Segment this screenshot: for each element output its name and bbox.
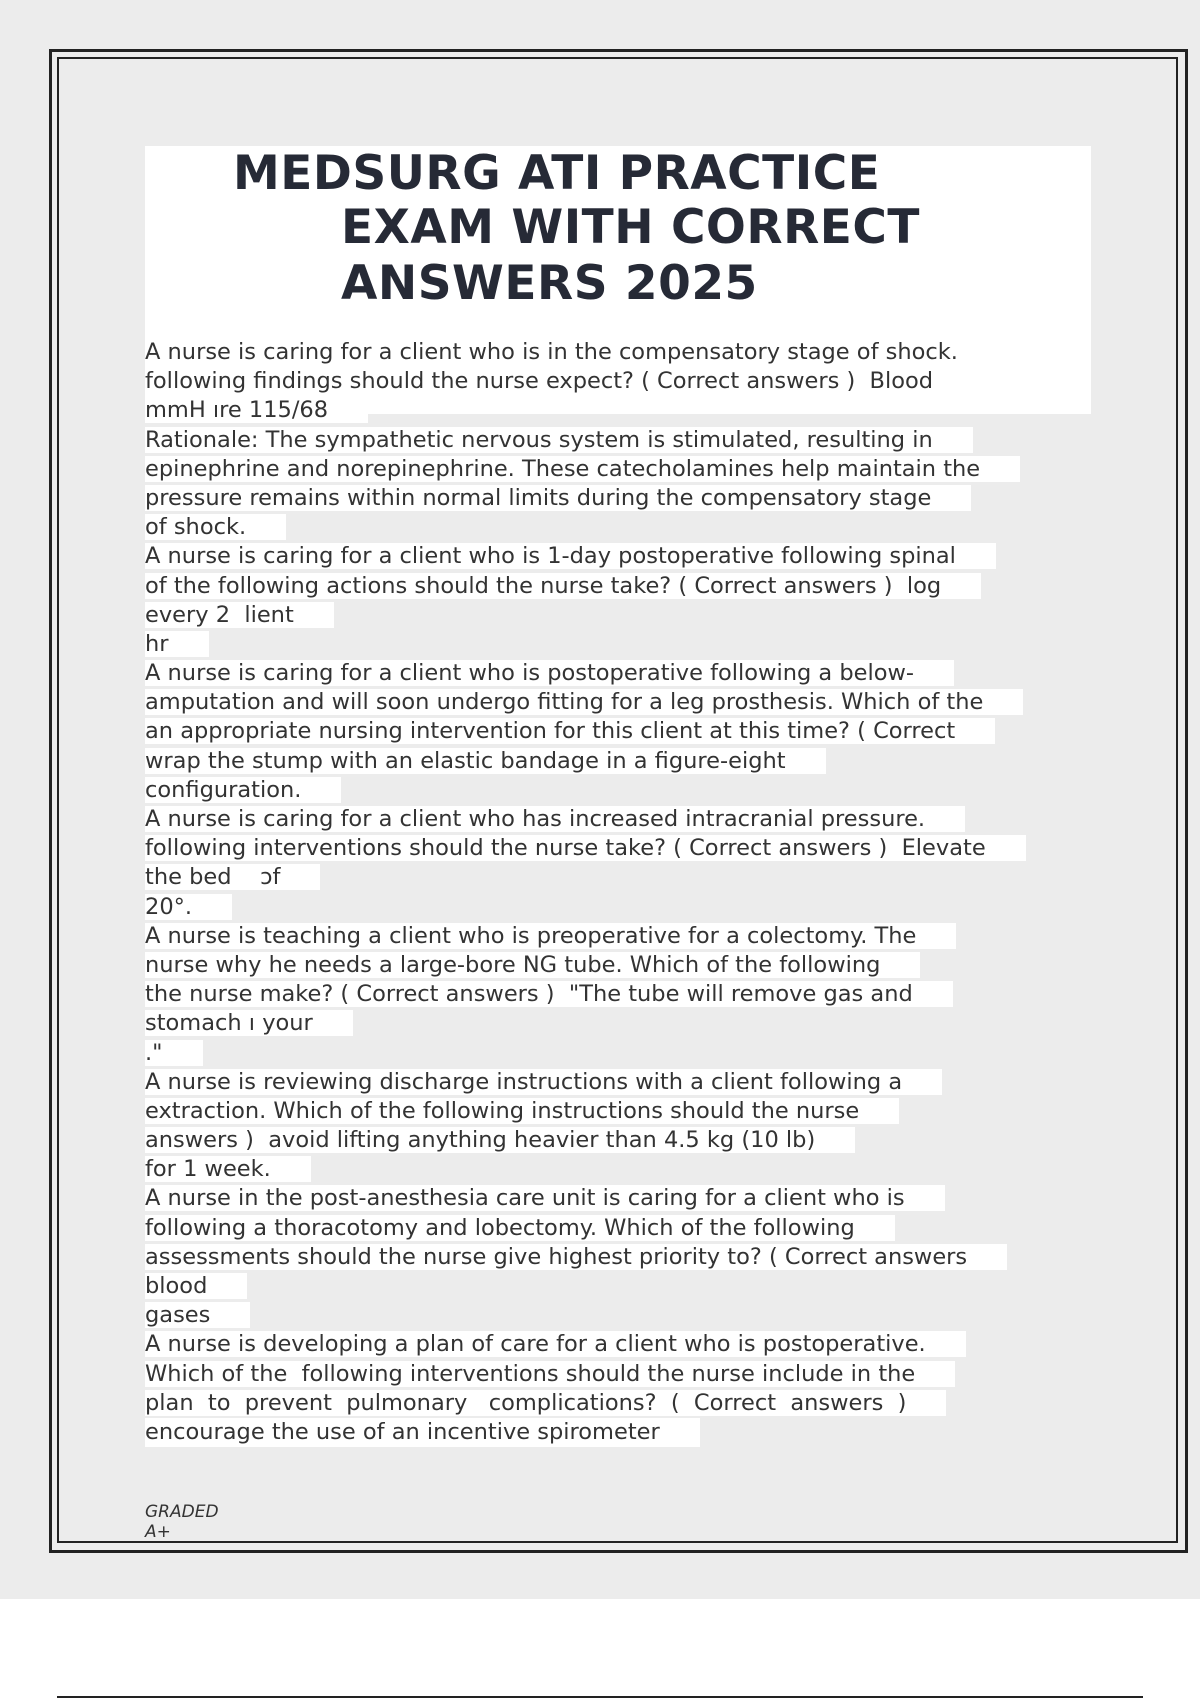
footer-rule bbox=[57, 1696, 1143, 1698]
body-line bbox=[145, 1009, 1095, 1038]
body-line bbox=[145, 659, 1095, 688]
body-line bbox=[145, 1243, 1095, 1272]
body-line-text: of the following actions should the nurse take? ( Correct answers ) log bbox=[145, 573, 981, 599]
body-line-text: plan to prevent pulmonary complications? ( Correct answers ) bbox=[145, 1390, 946, 1416]
body-line bbox=[145, 805, 1095, 834]
body-line-text: gases bbox=[145, 1302, 250, 1328]
body-line bbox=[145, 893, 1095, 922]
body-line bbox=[145, 426, 1095, 455]
title-line-3: ANSWERS 2025 bbox=[341, 256, 758, 311]
body-line-text: for 1 week. bbox=[145, 1156, 311, 1182]
body-line-text: following a thoracotomy and lobectomy. Which of the following bbox=[145, 1215, 895, 1241]
body-line bbox=[145, 776, 1095, 805]
body-line-text: answers ) avoid lifting anything heavier than 4.5 kg (10 lb) bbox=[145, 1127, 855, 1153]
body-line-text: epinephrine and norepinephrine. These catecholamines help maintain the bbox=[145, 456, 1020, 482]
body-line bbox=[145, 630, 1095, 659]
body-line-text: pressure remains within normal limits during the compensatory stage bbox=[145, 485, 971, 511]
body-line bbox=[145, 396, 1095, 425]
body-line bbox=[145, 1418, 1095, 1447]
body-line-text: of shock. bbox=[145, 514, 286, 540]
body-line bbox=[145, 951, 1095, 980]
body-line-text: an appropriate nursing intervention for this client at this time? ( Correct bbox=[145, 718, 995, 744]
body-line bbox=[145, 922, 1095, 951]
body-line bbox=[145, 367, 1095, 396]
body-line-text: Which of the following interventions should the nurse include in the bbox=[145, 1361, 955, 1387]
body-line bbox=[145, 834, 1095, 863]
body-line-text: blood bbox=[145, 1273, 247, 1299]
title-line-1: MEDSURG ATI PRACTICE bbox=[233, 146, 881, 201]
body-line bbox=[145, 1389, 1095, 1418]
body-line-text: amputation and will soon undergo fitting for a leg prosthesis. Which of the bbox=[145, 689, 1023, 715]
graded-stamp bbox=[145, 1502, 219, 1542]
body-line bbox=[145, 1214, 1095, 1243]
document-body bbox=[145, 338, 1095, 1447]
body-line-text: A nurse is caring for a client who is 1-day postoperative following spinal bbox=[145, 543, 996, 569]
body-line-text: A nurse is caring for a client who has increased intracranial pressure. bbox=[145, 806, 965, 832]
body-line bbox=[145, 1068, 1095, 1097]
body-line-text: stomach ı your bbox=[145, 1010, 353, 1036]
body-line bbox=[145, 542, 1095, 571]
body-line bbox=[145, 513, 1095, 542]
graded-label: GRADED bbox=[145, 1502, 219, 1522]
body-line bbox=[145, 863, 1095, 892]
body-line-text: every 2 lient bbox=[145, 602, 334, 628]
body-line-text: A nurse is reviewing discharge instructions with a client following a bbox=[145, 1069, 942, 1095]
body-line-text: encourage the use of an incentive spirometer bbox=[145, 1418, 700, 1447]
title-line-2: EXAM WITH CORRECT bbox=[341, 200, 920, 255]
body-line-text: 20°. bbox=[145, 894, 232, 920]
body-line bbox=[145, 1360, 1095, 1389]
body-line bbox=[145, 1039, 1095, 1068]
body-line-text: assessments should the nurse give highest priority to? ( Correct answers bbox=[145, 1244, 1007, 1270]
body-line-text: A nurse is caring for a client who is postoperative following a below- bbox=[145, 660, 954, 686]
body-line bbox=[145, 1184, 1095, 1213]
body-line-text: the nurse make? ( Correct answers ) "The tube will remove gas and bbox=[145, 981, 953, 1007]
body-line-text: A nurse is caring for a client who is in the compensatory stage of shock. bbox=[145, 339, 998, 365]
body-line-text: A nurse is teaching a client who is preoperative for a colectomy. The bbox=[145, 923, 956, 949]
body-line bbox=[145, 338, 1095, 367]
body-line-text: mmH ıre 115/68 bbox=[145, 397, 368, 423]
body-line-text: A nurse in the post-anesthesia care unit is caring for a client who is bbox=[145, 1185, 945, 1211]
body-line-text: wrap the stump with an elastic bandage in a figure-eight bbox=[145, 748, 826, 774]
body-line-text: following interventions should the nurse take? ( Correct answers ) Elevate bbox=[145, 835, 1026, 861]
body-line bbox=[145, 980, 1095, 1009]
body-line bbox=[145, 455, 1095, 484]
body-line-text: extraction. Which of the following instructions should the nurse bbox=[145, 1098, 899, 1124]
body-line bbox=[145, 1272, 1095, 1301]
body-line bbox=[145, 601, 1095, 630]
body-line bbox=[145, 1301, 1095, 1330]
body-line-text: configuration. bbox=[145, 777, 341, 803]
body-line bbox=[145, 572, 1095, 601]
body-line-text: Rationale: The sympathetic nervous system is stimulated, resulting in bbox=[145, 427, 973, 453]
body-line-text: ." bbox=[145, 1040, 203, 1066]
body-line-text: following findings should the nurse expect? ( Correct answers ) Blood bbox=[145, 368, 973, 394]
body-line bbox=[145, 1097, 1095, 1126]
body-line-text: nurse why he needs a large-bore NG tube. Which of the following bbox=[145, 952, 920, 978]
body-line bbox=[145, 688, 1095, 717]
body-line-text: hr bbox=[145, 631, 209, 657]
body-line bbox=[145, 717, 1095, 746]
body-line bbox=[145, 484, 1095, 513]
grade-value: A+ bbox=[145, 1522, 171, 1542]
body-line bbox=[145, 1330, 1095, 1359]
body-line-text: A nurse is developing a plan of care for a client who is postoperative. bbox=[145, 1331, 966, 1357]
body-line-text: the bed ɔf bbox=[145, 864, 320, 890]
body-line bbox=[145, 1126, 1095, 1155]
body-line bbox=[145, 747, 1095, 776]
body-line bbox=[145, 1155, 1095, 1184]
